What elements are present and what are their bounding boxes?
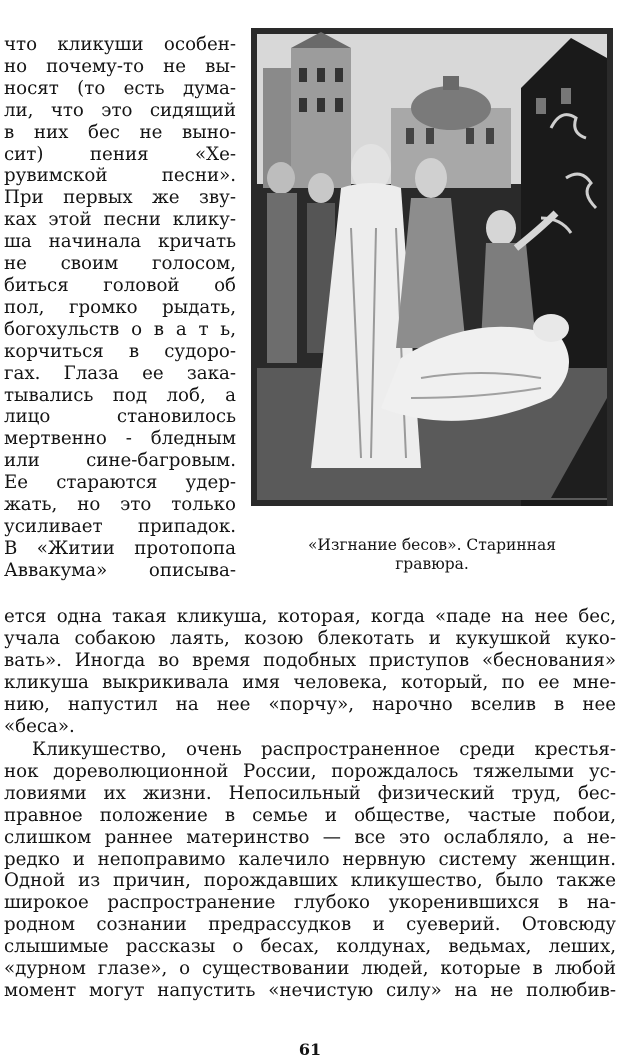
text-line: вать». Иногда во время подобных приступов «беснования» [4,649,616,671]
text-line: Одной из причин, порождавших кликушество, было также [4,870,616,892]
text-line: «беса». [4,715,75,737]
text-line: богохульств о в а т ь, [4,318,236,340]
left-column-text [4,34,236,582]
text-line: Кликушество, очень распространенное среди крестья- [32,739,616,760]
text-line: нок дореволюционной России, порождалось тяжелыми ус- [4,760,616,782]
text-line: нию, напустил на нее «порчу», нарочно вселив в нее [4,693,616,715]
full-width-paragraph-2 [4,739,616,1002]
text-line: правное положение в семье и обществе, частые побои, [4,804,616,826]
text-line: или сине-багровым. [4,450,236,472]
text-line: момент могут напустить «нечистую силу» на не полюбив- [4,979,616,1001]
text-line: «дурном глазе», о существовании людей, которые в любой [4,958,616,980]
text-line: кликуша выкрикивала имя человека, который, по ее мне- [4,671,616,693]
text-line: слишком раннее материнство — все это ослабляло, а не- [4,826,616,848]
text-line: ется одна такая кликуша, которая, когда «паде на нее бес, [4,606,616,627]
page-number: 61 [298,1040,322,1059]
text-line: широкое распространение глубоко укоренившихся в на- [4,892,616,914]
text-line: рувимской песни». [4,165,236,187]
text-line: усиливает припадок. [4,515,236,537]
text-line: ках этой песни клику- [4,209,236,231]
text-line: тывались под лоб, а [4,384,236,406]
full-width-paragraph-1 [4,606,616,737]
caption-line-2: гравюра. [395,555,469,573]
text-line: жать, но это только [4,494,236,516]
text-line: биться головой об [4,274,236,296]
text-line: корчиться в судоро- [4,340,236,362]
text-line: ша начинала кричать [4,231,236,253]
text-line: слышимые рассказы о бесах, колдунах, ведьмах, леших, [4,936,616,958]
text-line: но почему-то не вы- [4,55,236,77]
text-line: что кликуши особен- [4,34,236,55]
text-line: мертвенно - бледным [4,428,236,450]
text-line: родном сознании предрассудков и суеверий. Отовсюду [4,914,616,936]
engraving-illustration [251,28,613,506]
text-line: редко и непоправимо калечило нервную систему женщин. [4,848,616,870]
text-line: в них бес не выно- [4,121,236,143]
text-line: ли, что это сидящий [4,99,236,121]
text-line: носят (то есть дума- [4,77,236,99]
text-line: В «Житии протопопа [4,537,236,559]
text-line: При первых же зву- [4,187,236,209]
figure-caption [251,536,613,574]
text-line: не своим голосом, [4,253,236,275]
text-line: учала собакою лаять, козою блекотать и кукушкой куко- [4,627,616,649]
text-line: Ее стараются удер- [4,472,236,494]
text-line: ловиями их жизни. Непосильный физический труд, бес- [4,782,616,804]
text-line: гах. Глаза ее зака- [4,362,236,384]
text-line: пол, громко рыдать, [4,296,236,318]
text-line: Аввакума» описыва- [4,559,236,581]
text-line: сит) пения «Хе- [4,143,236,165]
text-line: лицо становилось [4,406,236,428]
caption-line-1: «Изгнание бесов». Старинная [307,536,557,554]
